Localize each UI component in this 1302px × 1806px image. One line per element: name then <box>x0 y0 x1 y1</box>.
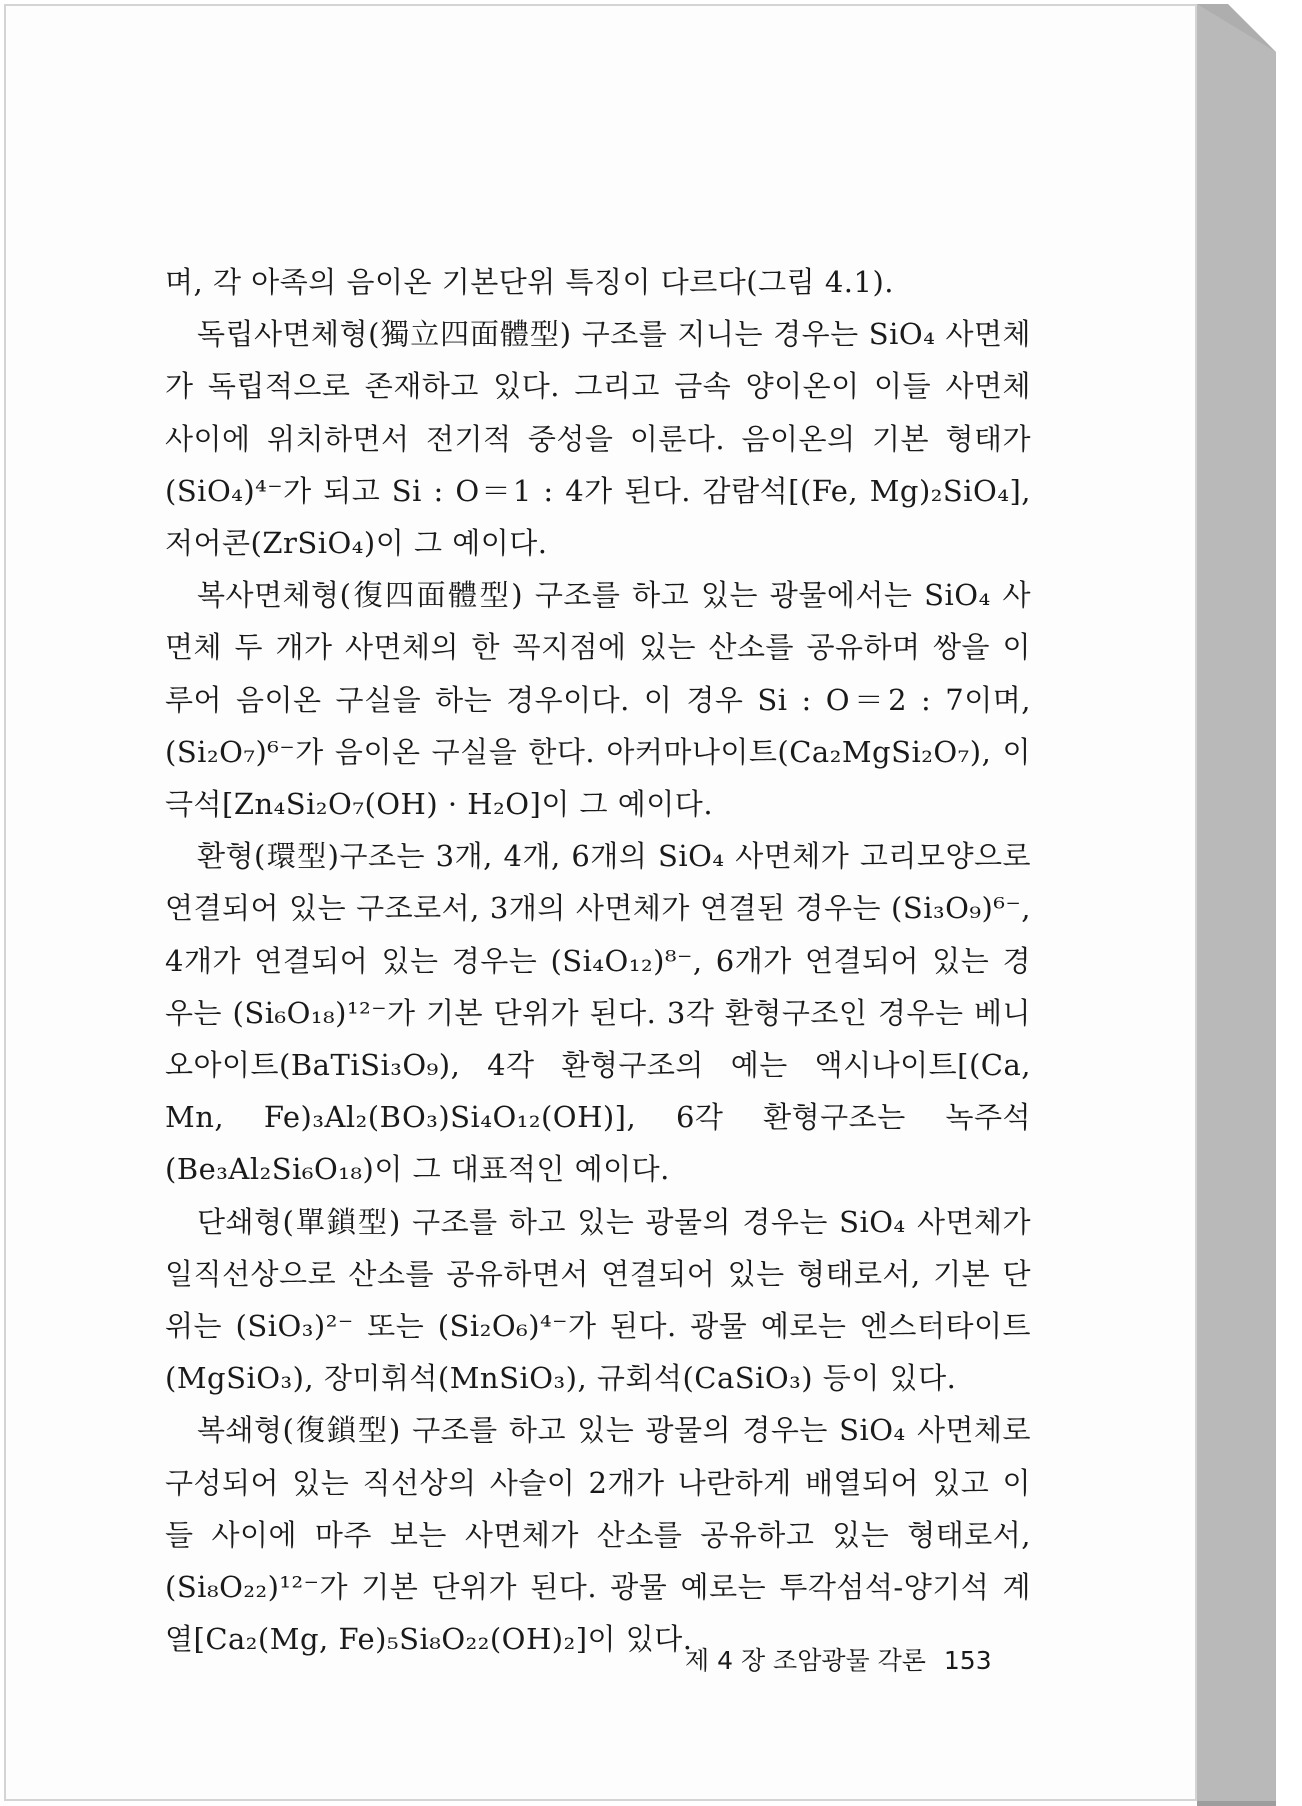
page-number: 153 <box>943 1646 992 1675</box>
paragraph: 며, 각 아족의 음이온 기본단위 특징이 다르다(그림 4.1). <box>165 265 894 299</box>
paragraph: 독립사면체형(獨立四面體型) 구조를 지니는 경우는 SiO₄ 사면체가 독립적으로 존재하고 있다. 그리고 금속 양이온이 이들 사면체 사이에 위치하면서 전기적 중성을 이룬다. 음이온의 기본 형태가 (SiO₄)⁴⁻가 되고 Si : O＝1 : 4가 된다. 감람석[(Fe, Mg)₂SiO₄], 저어콘(ZrSiO₄)이 그 예이다. <box>165 317 1031 561</box>
book-side-gradient <box>1197 4 1276 1801</box>
body-text <box>165 256 1031 1665</box>
book-bottom-edge <box>1197 1801 1276 1806</box>
paragraph: 복쇄형(復鎖型) 구조를 하고 있는 광물의 경우는 SiO₄ 사면체로 구성되어 있는 직선상의 사슬이 2개가 나란하게 배열되어 있고 이들 사이에 마주 보는 사면체가 산소를 공유하고 있는 형태로서, (Si₈O₂₂)¹²⁻가 기본 단위가 된다. 광물 예로는 투각섬석-양기석 계열[Ca₂(Mg, Fe)₅Si₈O₂₂(OH)₂]이 있다. <box>165 1413 1031 1657</box>
paragraph: 환형(環型)구조는 3개, 4개, 6개의 SiO₄ 사면체가 고리모양으로 연결되어 있는 구조로서, 3개의 사면체가 연결된 경우는 (Si₃O₉)⁶⁻, 4개가 연결되어 있는 경우는 (Si₄O₁₂)⁸⁻, 6개가 연결되어 있는 경우는 (Si₆O₁₈)¹²⁻가 기본 단위가 된다. 3각 환형구조인 경우는 베니오아이트(BaTiSi₃O₉), 4각 환형구조의 예는 액시나이트[(Ca, Mn, Fe)₃Al₂(BO₃)Si₄O₁₂(OH)], 6각 환형구조는 녹주석(Be₃Al₂Si₆O₁₈)이 그 대표적인 예이다. <box>165 839 1031 1187</box>
page-footer <box>685 1641 992 1677</box>
chapter-title: 제 4 장 조암광물 각론 <box>685 1646 926 1675</box>
paragraph: 단쇄형(單鎖型) 구조를 하고 있는 광물의 경우는 SiO₄ 사면체가 일직선상으로 산소를 공유하면서 연결되어 있는 형태로서, 기본 단위는 (SiO₃)²⁻ 또는 (Si₂O₆)⁴⁻가 된다. 광물 예로는 엔스터타이트(MgSiO₃), 장미휘석(MnSiO₃), 규회석(CaSiO₃) 등이 있다. <box>165 1204 1031 1396</box>
paragraph: 복사면체형(復四面體型) 구조를 하고 있는 광물에서는 SiO₄ 사면체 두 개가 사면체의 한 꼭지점에 있는 산소를 공유하며 쌍을 이루어 음이온 구실을 하는 경우이다. 이 경우 Si : O＝2 : 7이며, (Si₂O₇)⁶⁻가 음이온 구실을 한다. 아커마나이트(Ca₂MgSi₂O₇), 이극석[Zn₄Si₂O₇(OH) · H₂O]이 그 예이다. <box>165 578 1031 822</box>
